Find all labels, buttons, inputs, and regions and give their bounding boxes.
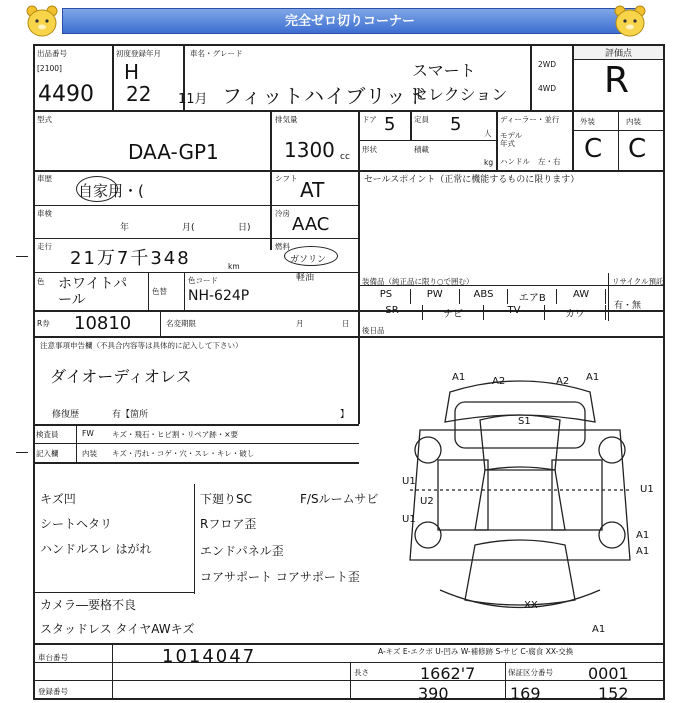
damage-mark: A1 (636, 530, 650, 541)
color-label: 色 (37, 277, 45, 286)
recycle-label: リサイクル預託 (612, 277, 664, 286)
exterior-label: 外装 (580, 117, 595, 126)
color-change-label: 色替 (152, 287, 167, 296)
aircon-label: 冷房 (275, 209, 290, 218)
repair-history-end: 】 (340, 410, 350, 420)
doors-label: ドア (362, 115, 377, 124)
color-code-label: 色コード (188, 276, 218, 285)
name-change-day: 日 (342, 319, 350, 328)
equipment-item: TV (484, 305, 545, 320)
handwritten-note: スタッドレス タイヤAWキズ (40, 622, 195, 636)
usage-circle-mark (76, 176, 118, 202)
handwritten-note: Rフロア歪 (200, 517, 257, 531)
model-label: 型式 (37, 115, 52, 124)
checker-label: 検査員 (36, 430, 59, 439)
car-name-label: 車名・グレード (190, 49, 243, 58)
mascot-bear-left-icon (22, 4, 62, 38)
guarantee-value: 0001 (588, 664, 629, 683)
aircon-value: AAC (292, 214, 330, 235)
color-code: NH-624P (188, 288, 250, 304)
fuel-value: ガソリン (290, 255, 327, 265)
equipment-item: カワ (545, 305, 606, 320)
handle-value: 左・右 (538, 157, 561, 166)
equipment-item: エアB (508, 289, 557, 304)
handle-label: ハンドル (500, 157, 530, 166)
damage-mark: U2 (420, 496, 434, 507)
first-registration-year: 22 (126, 82, 152, 106)
frame-number-value: 1014047 (162, 646, 257, 667)
fuel-circle-mark (284, 246, 338, 266)
drive-2wd: 2WD (538, 60, 556, 69)
damage-mark: U1 (402, 514, 416, 525)
load-unit: kg (484, 158, 494, 167)
checker-fw-items: キズ・飛石・ヒビ割・リペア跡・×要 (112, 430, 238, 439)
capacity-value: 5 (450, 114, 462, 135)
checker-fw: FW (82, 429, 94, 438)
equipment-item: AW (557, 289, 606, 304)
checker-entry-label: 記入欄 (36, 449, 59, 458)
handwritten-note: F/Sルームサビ (300, 492, 379, 506)
fuel-alt: 軽油 (296, 273, 315, 283)
car-grade-line1: スマート (412, 61, 476, 80)
mileage-unit: km (228, 262, 240, 271)
interior-label: 内装 (626, 117, 641, 126)
rear-seat-label: 後日品 (362, 326, 385, 335)
mileage-label: 走行 (37, 242, 52, 251)
legend-text: A-キズ E-エクボ U-凹み W-補修跡 S-サビ C-腐食 XX-交換 (378, 647, 574, 656)
sales-point-label: セールスポイント（正常に機能するものに限ります） (364, 175, 580, 185)
interior-value: C (628, 134, 647, 164)
handwritten-note: シートヘタリ (40, 517, 113, 531)
shift-label: シフト (275, 174, 298, 183)
shift-value: AT (300, 178, 325, 202)
handwritten-note: カメラ―要格不良 (40, 598, 137, 612)
reg-number-label: 登録番号 (38, 687, 68, 696)
damage-mark: A1 (452, 372, 466, 383)
equipment-item: ナビ (423, 305, 484, 320)
damage-mark: A1 (586, 372, 600, 383)
equipment-item: SR (362, 305, 423, 320)
displacement-label: 排気量 (275, 115, 298, 124)
first-registration-label: 初度登録年月 (116, 49, 161, 58)
equipment-item: ABS (460, 289, 509, 304)
body-shape-label: 形状 (362, 145, 377, 154)
first-registration-era: H (124, 60, 140, 84)
exterior-value: C (584, 134, 603, 164)
height-value: 169 (510, 684, 541, 703)
handwritten-note: キズ凹 (40, 492, 76, 506)
drive-4wd: 4WD (538, 84, 556, 93)
repair-history-value: 有【箇所 (112, 410, 149, 420)
damage-mark: S1 (518, 416, 531, 427)
inspection-month: 月( (182, 223, 195, 233)
r-ticket-value: 10810 (74, 313, 132, 334)
recycle-value: 有・無 (614, 301, 642, 311)
capacity-label: 定員 (414, 115, 429, 124)
inspection-day: 日) (238, 223, 251, 233)
displacement-value: 1300 (284, 138, 335, 162)
score-value: R (604, 60, 630, 101)
lot-number: 4490 (38, 82, 94, 107)
length-label: 長さ (354, 668, 369, 677)
damage-mark: XX (524, 600, 538, 611)
checker-inner-items: キズ・汚れ・コゲ・穴・スレ・キレ・破し (112, 449, 255, 458)
model-value: DAA-GP1 (128, 140, 219, 164)
handwritten-note: エンドパネル歪 (200, 544, 284, 558)
r-ticket-label: R券 (37, 319, 50, 328)
doors-value: 5 (384, 114, 396, 135)
dealer-label: ディーラー・並行 (500, 115, 560, 124)
equipment-label: 装備品（純正品に限り○で囲む） (362, 277, 474, 286)
load-label: 積載 (414, 145, 429, 154)
equipment-row-2 (362, 305, 606, 320)
handwritten-note: ハンドルスレ はがれ (40, 542, 152, 556)
repair-history-label: 修復歴 (52, 410, 80, 420)
displacement-unit: cc (340, 152, 350, 162)
handwritten-note: 下廻りSC (200, 492, 252, 506)
page-banner-title: 完全ゼロ切りコーナー (62, 8, 638, 34)
lot-number-label: 出品番号 (37, 49, 67, 58)
car-name: フィットハイブリッド (222, 84, 428, 108)
usage-value: 自家用・( (78, 182, 144, 200)
handwritten-note: コアサポート コアサポート歪 (200, 570, 360, 584)
mascot-bear-right-icon (610, 4, 650, 38)
name-change-label: 名変期限 (166, 319, 196, 328)
lot-sub-code: [2100] (37, 64, 62, 73)
width-value: 390 (418, 684, 449, 703)
car-grade-line2: セレクション (412, 85, 508, 104)
weight-value: 152 (598, 684, 629, 703)
notes-value: ダイオーディオレス (50, 367, 192, 386)
inspection-label: 車検 (37, 209, 52, 218)
usage-label: 車歴 (37, 174, 52, 183)
capacity-unit: 人 (484, 129, 492, 138)
guarantee-label: 保証区分番号 (508, 668, 553, 677)
equipment-row-1 (362, 289, 606, 304)
frame-number-label: 車台番号 (38, 653, 68, 662)
model-year-label: モデル年式 (500, 131, 523, 148)
name-change-month: 月 (296, 319, 304, 328)
equipment-item: PS (362, 289, 411, 304)
length-value: 1662'7 (420, 664, 476, 683)
score-label: 評価点 (574, 46, 663, 60)
checker-inner: 内装 (82, 449, 97, 458)
first-registration-month: 11月 (178, 92, 208, 107)
mileage-value: 21万7千348 (70, 248, 191, 269)
inspection-year: 年 (120, 223, 130, 233)
equipment-item: PW (411, 289, 460, 304)
fuel-label: 燃料 (275, 242, 290, 251)
damage-mark: U1 (640, 484, 654, 495)
damage-mark: A1 (592, 624, 606, 635)
notes-label: 注意事項申告欄（不具合内容等は具体的に記入して下さい） (40, 341, 243, 350)
damage-mark: A2 (556, 376, 570, 387)
damage-mark: A2 (492, 376, 506, 387)
color-value: ホワイトパール (58, 276, 128, 308)
damage-mark: A1 (636, 546, 650, 557)
damage-mark: U1 (402, 476, 416, 487)
